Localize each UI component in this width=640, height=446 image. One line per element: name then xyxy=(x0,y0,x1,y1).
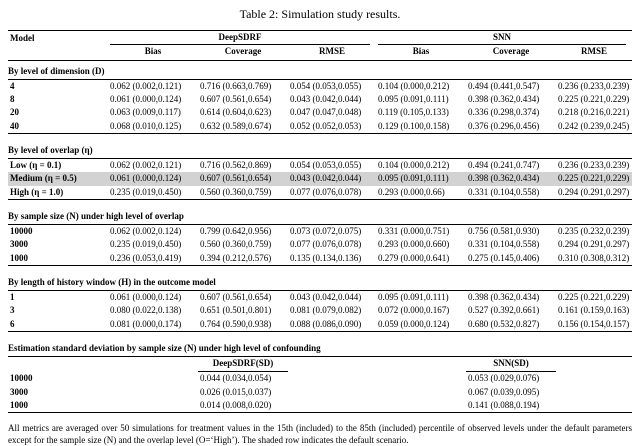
sd-data-cell: 0.053 (0.029,0.076) xyxy=(468,373,540,384)
data-cell: 0.068 (0.010,0.125) xyxy=(108,120,198,134)
table-head xyxy=(8,31,632,61)
section-header: By sample size (N) under high level of overlap xyxy=(8,209,632,225)
sd-data-row xyxy=(8,372,632,386)
data-cell: 0.054 (0.053,0.055) xyxy=(290,160,362,170)
data-cell: 0.632 (0.589,0.674) xyxy=(198,120,288,134)
metric-header-rmse-snn: RMSE xyxy=(556,45,632,60)
row-label: 1000 xyxy=(8,399,108,413)
sd-empty-cell xyxy=(8,357,108,372)
data-cell: 0.218 (0.216,0.221) xyxy=(558,107,630,118)
data-cell: 0.398 (0.362,0.434) xyxy=(466,172,556,185)
data-cell: 0.095 (0.091,0.111) xyxy=(376,172,466,185)
section-header: By level of dimension (D) xyxy=(8,64,632,80)
data-cell: 0.607 (0.561,0.654) xyxy=(200,94,272,104)
table-row xyxy=(8,159,632,173)
section-gap-cell xyxy=(8,133,632,143)
section-gap xyxy=(8,199,632,209)
data-cell: 0.376 (0.296,0.456) xyxy=(466,120,556,134)
data-cell: 0.052 (0.052,0.053) xyxy=(288,120,376,134)
data-cell: 0.236 (0.233,0.239) xyxy=(558,80,630,91)
data-cell: 0.235 (0.019,0.450) xyxy=(108,186,198,200)
data-cell: 0.080 (0.022,0.138) xyxy=(110,305,182,316)
sd-empty-cell xyxy=(288,372,376,386)
data-cell: 0.494 (0.441,0.547) xyxy=(468,80,540,91)
data-cell: 0.716 (0.663,0.769) xyxy=(200,80,272,91)
data-cell: 0.161 (0.159,0.163) xyxy=(558,305,630,316)
data-cell: 0.527 (0.392,0.661) xyxy=(468,305,540,316)
table-caption: Table 2: Simulation study results. xyxy=(239,7,401,21)
table-row xyxy=(8,238,632,251)
data-cell: 0.061 (0.000,0.124) xyxy=(108,172,198,185)
group-header-row xyxy=(8,31,632,46)
metric-header-coverage-deepsdrf: Coverage xyxy=(198,45,288,60)
data-cell: 0.047 (0.047,0.048) xyxy=(290,107,362,118)
data-cell: 0.081 (0.079,0.082) xyxy=(290,305,362,316)
row-label: Low (η = 0.1) xyxy=(10,160,62,170)
data-cell: 0.061 (0.000,0.124) xyxy=(110,94,182,104)
metric-header-bias-snn: Bias xyxy=(376,45,466,60)
data-cell: 0.119 (0.105,0.133) xyxy=(378,107,449,118)
data-cell: 0.059 (0.000,0.124) xyxy=(376,318,466,332)
sd-empty-cell xyxy=(288,386,376,399)
data-cell: 0.225 (0.221,0.229) xyxy=(558,94,630,104)
sd-empty-cell xyxy=(556,399,632,413)
sd-empty-cell xyxy=(556,386,632,399)
sd-data-cell: 0.067 (0.039,0.095) xyxy=(468,386,540,397)
sd-empty-cell xyxy=(556,357,632,372)
metric-header-bias-deepsdrf: Bias xyxy=(108,45,198,60)
data-cell: 0.236 (0.233,0.239) xyxy=(558,160,630,170)
data-cell: 0.756 (0.581,0.930) xyxy=(468,226,540,236)
data-cell: 0.235 (0.232,0.239) xyxy=(558,226,630,236)
data-cell: 0.336 (0.298,0.374) xyxy=(468,107,540,118)
metric-header-row xyxy=(8,45,632,60)
sd-data-cell: 0.141 (0.088,0.194) xyxy=(466,399,556,413)
table-row xyxy=(8,225,632,239)
data-cell: 0.063 (0.009,0.117) xyxy=(110,107,181,118)
data-cell: 0.331 (0.000,0.751) xyxy=(378,226,450,236)
data-cell: 0.398 (0.362,0.434) xyxy=(468,94,540,104)
section-gap xyxy=(8,265,632,275)
data-cell: 0.054 (0.053,0.055) xyxy=(290,80,362,91)
data-cell: 0.275 (0.145,0.406) xyxy=(466,252,556,266)
section-header: By level of overlap (η) xyxy=(8,143,632,159)
group-header-snn-cell xyxy=(376,31,632,46)
row-label: 3000 xyxy=(10,239,28,250)
row-label: 6 xyxy=(8,318,108,332)
row-label: 40 xyxy=(8,120,108,134)
section-header-row xyxy=(8,143,632,159)
sd-empty-cell xyxy=(556,372,632,386)
row-label: 20 xyxy=(10,107,19,118)
data-cell: 0.310 (0.308,0.312) xyxy=(556,252,632,266)
data-cell: 0.062 (0.002,0.124) xyxy=(110,226,182,236)
data-cell: 0.235 (0.019,0.450) xyxy=(110,239,182,250)
table-row xyxy=(8,291,632,305)
row-label: High (η = 1.0) xyxy=(8,186,108,200)
sd-column-header: DeepSDRF(SD) xyxy=(198,357,288,372)
table-row xyxy=(8,172,632,185)
group-header-deepsdrf-cell xyxy=(108,31,376,46)
section-header-row xyxy=(8,64,632,80)
data-cell: 0.043 (0.042,0.044) xyxy=(290,292,362,302)
sd-data-cell: 0.026 (0.015,0.037) xyxy=(200,386,272,397)
data-cell: 0.331 (0.104,0.558) xyxy=(468,239,540,250)
metric-header-coverage-snn: Coverage xyxy=(466,45,556,60)
table-row xyxy=(8,252,632,266)
section-gap xyxy=(8,133,632,143)
model-column-header: Model xyxy=(10,33,35,43)
data-cell: 0.062 (0.002,0.121) xyxy=(110,160,182,170)
data-cell: 0.331 (0.104,0.558) xyxy=(466,186,556,200)
table-footnote: All metrics are averaged over 50 simulations for treatment values in the 15th (included) to the 85th (included) percentile of observed levels under the default parameters except for the sample size (N) and the overlap level (O=‘High’). The shaded row indicates the default scenario. xyxy=(8,423,632,446)
data-cell: 0.494 (0.241,0.747) xyxy=(468,160,540,170)
row-label: 3000 xyxy=(10,386,28,397)
data-cell: 0.614 (0.604,0.623) xyxy=(200,107,272,118)
group-header-snn: SNN xyxy=(378,32,626,45)
results-table xyxy=(8,30,632,413)
data-cell: 0.225 (0.221,0.229) xyxy=(556,172,632,185)
table-row xyxy=(8,186,632,200)
table-row xyxy=(8,304,632,317)
section-gap-cell xyxy=(8,265,632,275)
row-label: 1 xyxy=(10,292,15,302)
data-cell: 0.043 (0.042,0.044) xyxy=(290,94,362,104)
data-cell: 0.398 (0.362,0.434) xyxy=(468,292,540,302)
data-cell: 0.088 (0.086,0.090) xyxy=(288,318,376,332)
data-cell: 0.293 (0.000,0.660) xyxy=(378,239,450,250)
sd-section-header-row xyxy=(8,341,632,357)
sd-data-cell: 0.014 (0.008,0.020) xyxy=(198,399,288,413)
row-label: 10000 xyxy=(10,226,33,236)
row-label: Medium (η = 0.5) xyxy=(8,172,108,185)
data-cell: 0.560 (0.360,0.759) xyxy=(198,186,288,200)
data-cell: 0.293 (0.000,0.66) xyxy=(376,186,466,200)
data-cell: 0.135 (0.134,0.136) xyxy=(288,252,376,266)
sd-data-row xyxy=(8,399,632,413)
table-row xyxy=(8,79,632,93)
data-cell: 0.072 (0.000,0.167) xyxy=(378,305,450,316)
data-cell: 0.294 (0.291,0.297) xyxy=(558,239,630,250)
group-header-deepsdrf: DeepSDRF xyxy=(110,32,370,45)
row-label: 4 xyxy=(10,80,15,91)
sd-empty-cell xyxy=(376,357,466,372)
data-cell: 0.061 (0.000,0.124) xyxy=(110,292,182,302)
table-body xyxy=(8,60,632,413)
data-cell: 0.607 (0.561,0.654) xyxy=(198,172,288,185)
data-cell: 0.043 (0.042,0.044) xyxy=(288,172,376,185)
sd-section-header: Estimation standard deviation by sample size (N) under high level of confounding xyxy=(8,341,632,357)
data-cell: 0.680 (0.532,0.827) xyxy=(466,318,556,332)
section-header: By length of history window (H) in the outcome model xyxy=(8,275,632,291)
sd-empty-cell xyxy=(108,372,198,386)
sd-column-header-row xyxy=(8,357,632,372)
data-cell: 0.077 (0.076,0.078) xyxy=(290,239,362,250)
data-cell: 0.095 (0.091,0.111) xyxy=(378,94,449,104)
data-cell: 0.104 (0.000,0.212) xyxy=(378,80,450,91)
empty-header-cell xyxy=(8,45,108,60)
data-cell: 0.156 (0.154,0.157) xyxy=(556,318,632,332)
data-cell: 0.560 (0.360,0.759) xyxy=(200,239,272,250)
section-gap xyxy=(8,331,632,341)
row-label: 10000 xyxy=(10,373,33,384)
sd-empty-cell xyxy=(376,386,466,399)
row-label: 3 xyxy=(10,305,15,316)
section-gap-cell xyxy=(8,331,632,341)
sd-empty-cell xyxy=(376,372,466,386)
sd-empty-cell xyxy=(108,399,198,413)
table-row xyxy=(8,318,632,332)
sd-empty-cell xyxy=(108,386,198,399)
sd-column-header: SNN(SD) xyxy=(466,357,556,372)
sd-data-cell: 0.044 (0.034,0.054) xyxy=(200,373,272,384)
data-cell: 0.095 (0.091,0.111) xyxy=(378,292,449,302)
data-cell: 0.236 (0.053,0.419) xyxy=(108,252,198,266)
data-cell: 0.129 (0.100,0.158) xyxy=(376,120,466,134)
data-cell: 0.073 (0.072,0.075) xyxy=(290,226,362,236)
row-label: 1000 xyxy=(8,252,108,266)
sd-empty-cell xyxy=(288,357,376,372)
data-cell: 0.062 (0.002,0.121) xyxy=(110,80,182,91)
data-cell: 0.651 (0.501,0.801) xyxy=(200,305,272,316)
data-cell: 0.799 (0.642,0.956) xyxy=(200,226,272,236)
table-row xyxy=(8,93,632,106)
metric-header-rmse-deepsdrf: RMSE xyxy=(288,45,376,60)
section-gap-cell xyxy=(8,199,632,209)
data-cell: 0.225 (0.221,0.229) xyxy=(558,292,630,302)
data-cell: 0.279 (0.000,0.641) xyxy=(376,252,466,266)
section-header-row xyxy=(8,209,632,225)
sd-empty-cell xyxy=(288,399,376,413)
sd-empty-cell xyxy=(376,399,466,413)
data-cell: 0.081 (0.000,0.174) xyxy=(108,318,198,332)
data-cell: 0.242 (0.239,0.245) xyxy=(556,120,632,134)
row-label: 8 xyxy=(10,94,15,104)
data-cell: 0.294 (0.291,0.297) xyxy=(556,186,632,200)
section-header-row xyxy=(8,275,632,291)
data-cell: 0.394 (0.212,0.576) xyxy=(198,252,288,266)
data-cell: 0.764 (0.590,0.938) xyxy=(198,318,288,332)
table-row xyxy=(8,106,632,119)
data-cell: 0.607 (0.561,0.654) xyxy=(200,292,272,302)
data-cell: 0.077 (0.076,0.078) xyxy=(288,186,376,200)
sd-empty-cell xyxy=(108,357,198,372)
sd-data-row xyxy=(8,386,632,399)
data-cell: 0.104 (0.000,0.212) xyxy=(378,160,450,170)
data-cell: 0.716 (0.562,0.869) xyxy=(200,160,272,170)
table-row xyxy=(8,120,632,134)
